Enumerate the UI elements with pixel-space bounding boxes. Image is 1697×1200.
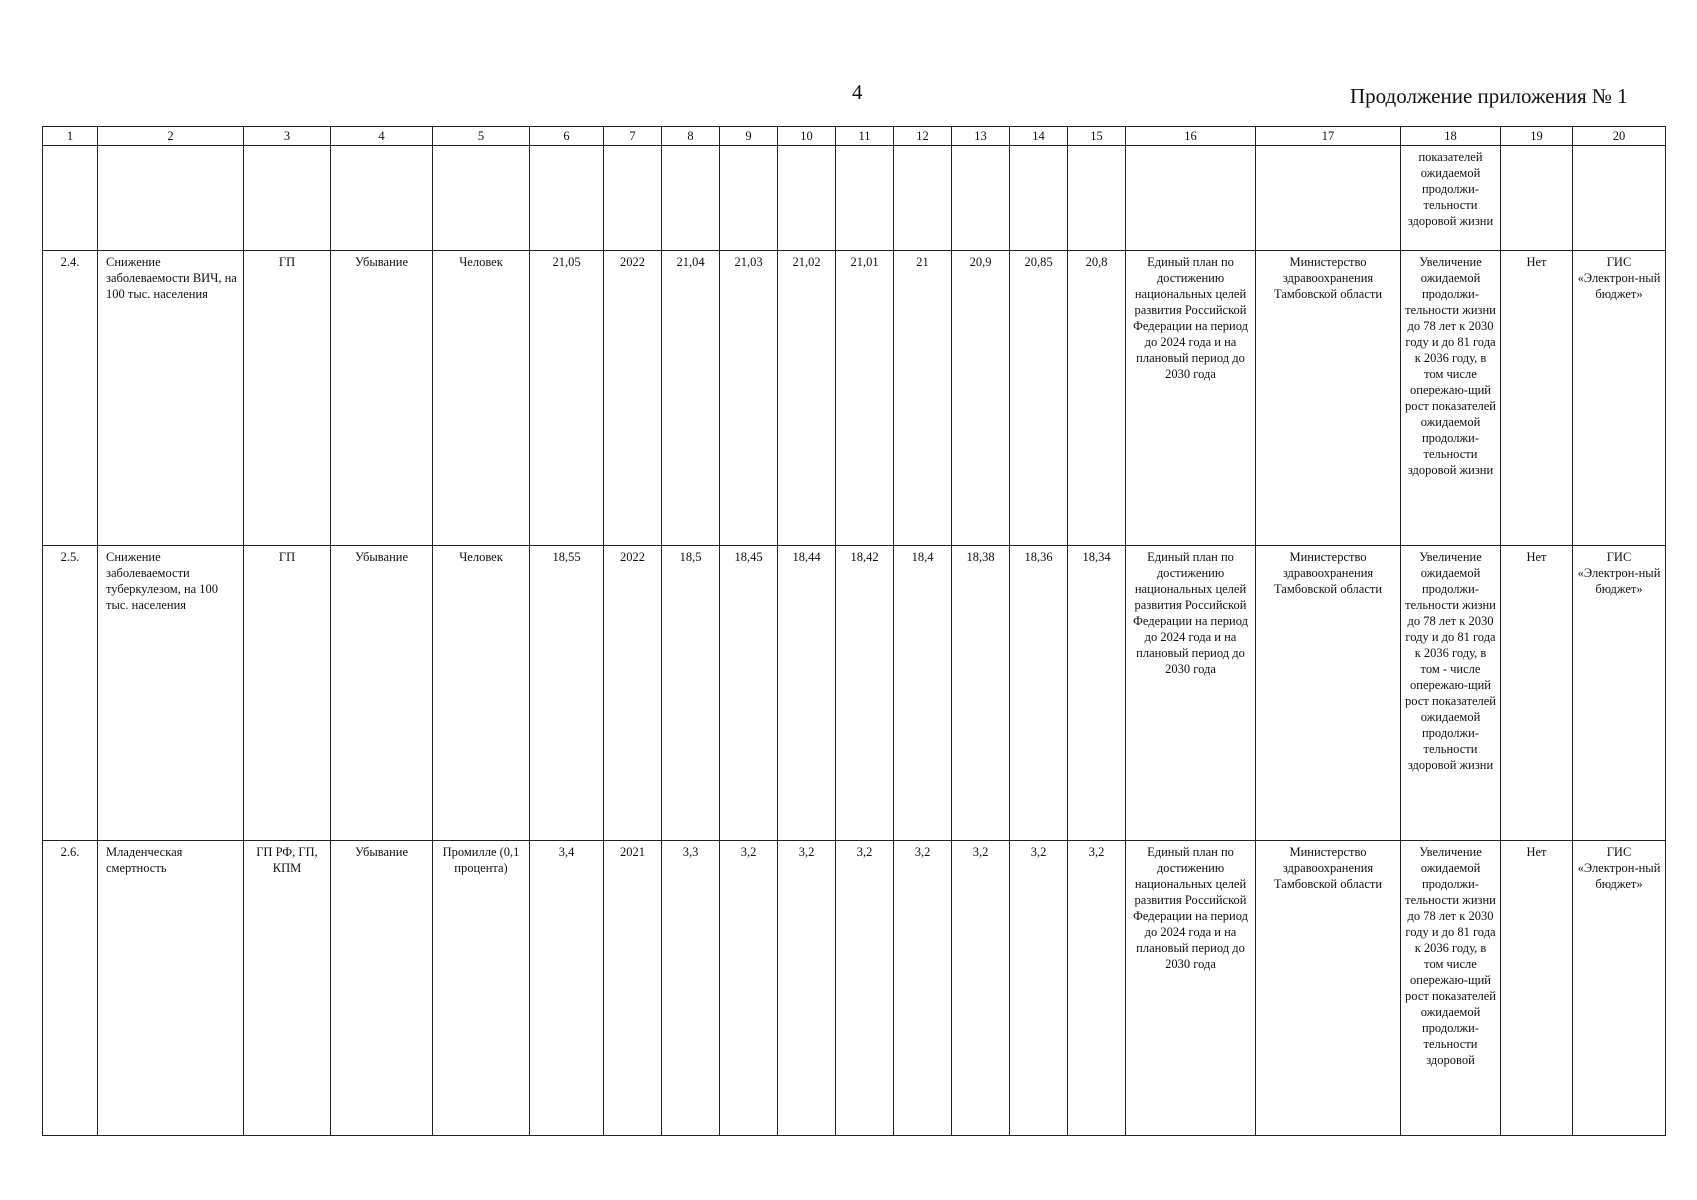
- indicator-name: Снижение заболеваемости ВИЧ, на 100 тыс. населения: [98, 251, 244, 546]
- column-number: 9: [720, 127, 778, 146]
- column-number: 1: [43, 127, 98, 146]
- target-value: 3,2: [836, 841, 894, 1136]
- column-number: 7: [604, 127, 662, 146]
- target-value: 18,38: [952, 546, 1010, 841]
- target-value: 20,85: [1010, 251, 1068, 546]
- indicator-name: Снижение заболеваемости туберкулезом, на 100 тыс. населения: [98, 546, 244, 841]
- target-value: 18,44: [778, 546, 836, 841]
- target-value: 21,02: [778, 251, 836, 546]
- national-goal: Увеличение ожидаемой продолжи-тельности жизни до 78 лет к 2030 году и до 81 года к 2036 году, в том - числе опережаю-щий рост показателей ожидаемой продолжи-тельности здоровой жизни: [1401, 546, 1501, 841]
- continuation-row: [43, 146, 1666, 251]
- target-value: 3,2: [1010, 841, 1068, 1136]
- target-value: 21,04: [662, 251, 720, 546]
- column-number: 5: [433, 127, 530, 146]
- column-number: 16: [1126, 127, 1256, 146]
- national-goal: Увеличение ожидаемой продолжи-тельности жизни до 78 лет к 2030 году и до 81 года к 2036 году, в том числе опережаю-щий рост показателей ожидаемой продолжи-тельности здоровой жизни: [1401, 251, 1501, 546]
- target-value: 18,45: [720, 546, 778, 841]
- target-value: 3,2: [1068, 841, 1126, 1136]
- base-value: 18,55: [530, 546, 604, 841]
- flag-value: Нет: [1501, 841, 1573, 1136]
- indicator-trend: Убывание: [331, 546, 433, 841]
- column-number: 15: [1068, 127, 1126, 146]
- indicator-level: ГП: [244, 546, 331, 841]
- column-number: 8: [662, 127, 720, 146]
- base-year: 2022: [604, 251, 662, 546]
- flag-value: Нет: [1501, 251, 1573, 546]
- unit: Человек: [433, 546, 530, 841]
- indicators-table: [42, 126, 1666, 1136]
- target-value: 18,34: [1068, 546, 1126, 841]
- column-number: 20: [1573, 127, 1666, 146]
- page-number: 4: [852, 80, 863, 104]
- target-value: 20,8: [1068, 251, 1126, 546]
- column-number: 14: [1010, 127, 1068, 146]
- indicator-level: ГП РФ, ГП, КПМ: [244, 841, 331, 1136]
- information-system: ГИС «Электрон-ный бюджет»: [1573, 546, 1666, 841]
- row-number: 2.5.: [43, 546, 98, 841]
- column-number: 2: [98, 127, 244, 146]
- row-number: 2.4.: [43, 251, 98, 546]
- responsible-body: Министерство здравоохранения Тамбовской области: [1256, 251, 1401, 546]
- base-value: 21,05: [530, 251, 604, 546]
- unit: Промилле (0,1 процента): [433, 841, 530, 1136]
- column-number: 6: [530, 127, 604, 146]
- information-system: ГИС «Электрон-ный бюджет»: [1573, 841, 1666, 1136]
- information-system: ГИС «Электрон-ный бюджет»: [1573, 251, 1666, 546]
- document-reference: Единый план по достижению национальных целей развития Российской Федерации на период до 2024 года и на плановый период до 2030 года: [1126, 251, 1256, 546]
- target-value: 21,01: [836, 251, 894, 546]
- unit: Человек: [433, 251, 530, 546]
- target-value: 3,3: [662, 841, 720, 1136]
- target-value: 21,03: [720, 251, 778, 546]
- indicator-trend: Убывание: [331, 841, 433, 1136]
- target-value: 20,9: [952, 251, 1010, 546]
- indicator-level: ГП: [244, 251, 331, 546]
- indicator-trend: Убывание: [331, 251, 433, 546]
- target-value: 18,36: [1010, 546, 1068, 841]
- row-number: 2.6.: [43, 841, 98, 1136]
- column-number: 10: [778, 127, 836, 146]
- target-value: 18,42: [836, 546, 894, 841]
- document-reference: Единый план по достижению национальных целей развития Российской Федерации на период до 2024 года и на плановый период до 2030 года: [1126, 841, 1256, 1136]
- continuation-cell: показателей ожидаемой продолжи-тельности здоровой жизни: [1401, 146, 1501, 251]
- national-goal: Увеличение ожидаемой продолжи-тельности жизни до 78 лет к 2030 году и до 81 года к 2036 году, в том числе опережаю-щий рост показателей ожидаемой продолжи-тельности здоровой: [1401, 841, 1501, 1136]
- column-number: 3: [244, 127, 331, 146]
- column-number: 18: [1401, 127, 1501, 146]
- column-number: 17: [1256, 127, 1401, 146]
- target-value: 3,2: [894, 841, 952, 1136]
- column-number: 13: [952, 127, 1010, 146]
- flag-value: Нет: [1501, 546, 1573, 841]
- responsible-body: Министерство здравоохранения Тамбовской области: [1256, 841, 1401, 1136]
- column-number: 19: [1501, 127, 1573, 146]
- column-number: 4: [331, 127, 433, 146]
- target-value: 3,2: [778, 841, 836, 1136]
- appendix-title: Продолжение приложения № 1: [1350, 84, 1628, 108]
- base-year: 2021: [604, 841, 662, 1136]
- target-value: 21: [894, 251, 952, 546]
- base-year: 2022: [604, 546, 662, 841]
- column-number: 12: [894, 127, 952, 146]
- table-row: [43, 546, 1666, 841]
- base-value: 3,4: [530, 841, 604, 1136]
- target-value: 3,2: [720, 841, 778, 1136]
- target-value: 18,5: [662, 546, 720, 841]
- indicator-name: Младенческая смертность: [98, 841, 244, 1136]
- table-row: [43, 251, 1666, 546]
- target-value: 18,4: [894, 546, 952, 841]
- target-value: 3,2: [952, 841, 1010, 1136]
- column-number-row: [43, 127, 1666, 146]
- responsible-body: Министерство здравоохранения Тамбовской области: [1256, 546, 1401, 841]
- column-number: 11: [836, 127, 894, 146]
- table-row: [43, 841, 1666, 1136]
- document-reference: Единый план по достижению национальных целей развития Российской Федерации на период до 2024 года и на плановый период до 2030 года: [1126, 546, 1256, 841]
